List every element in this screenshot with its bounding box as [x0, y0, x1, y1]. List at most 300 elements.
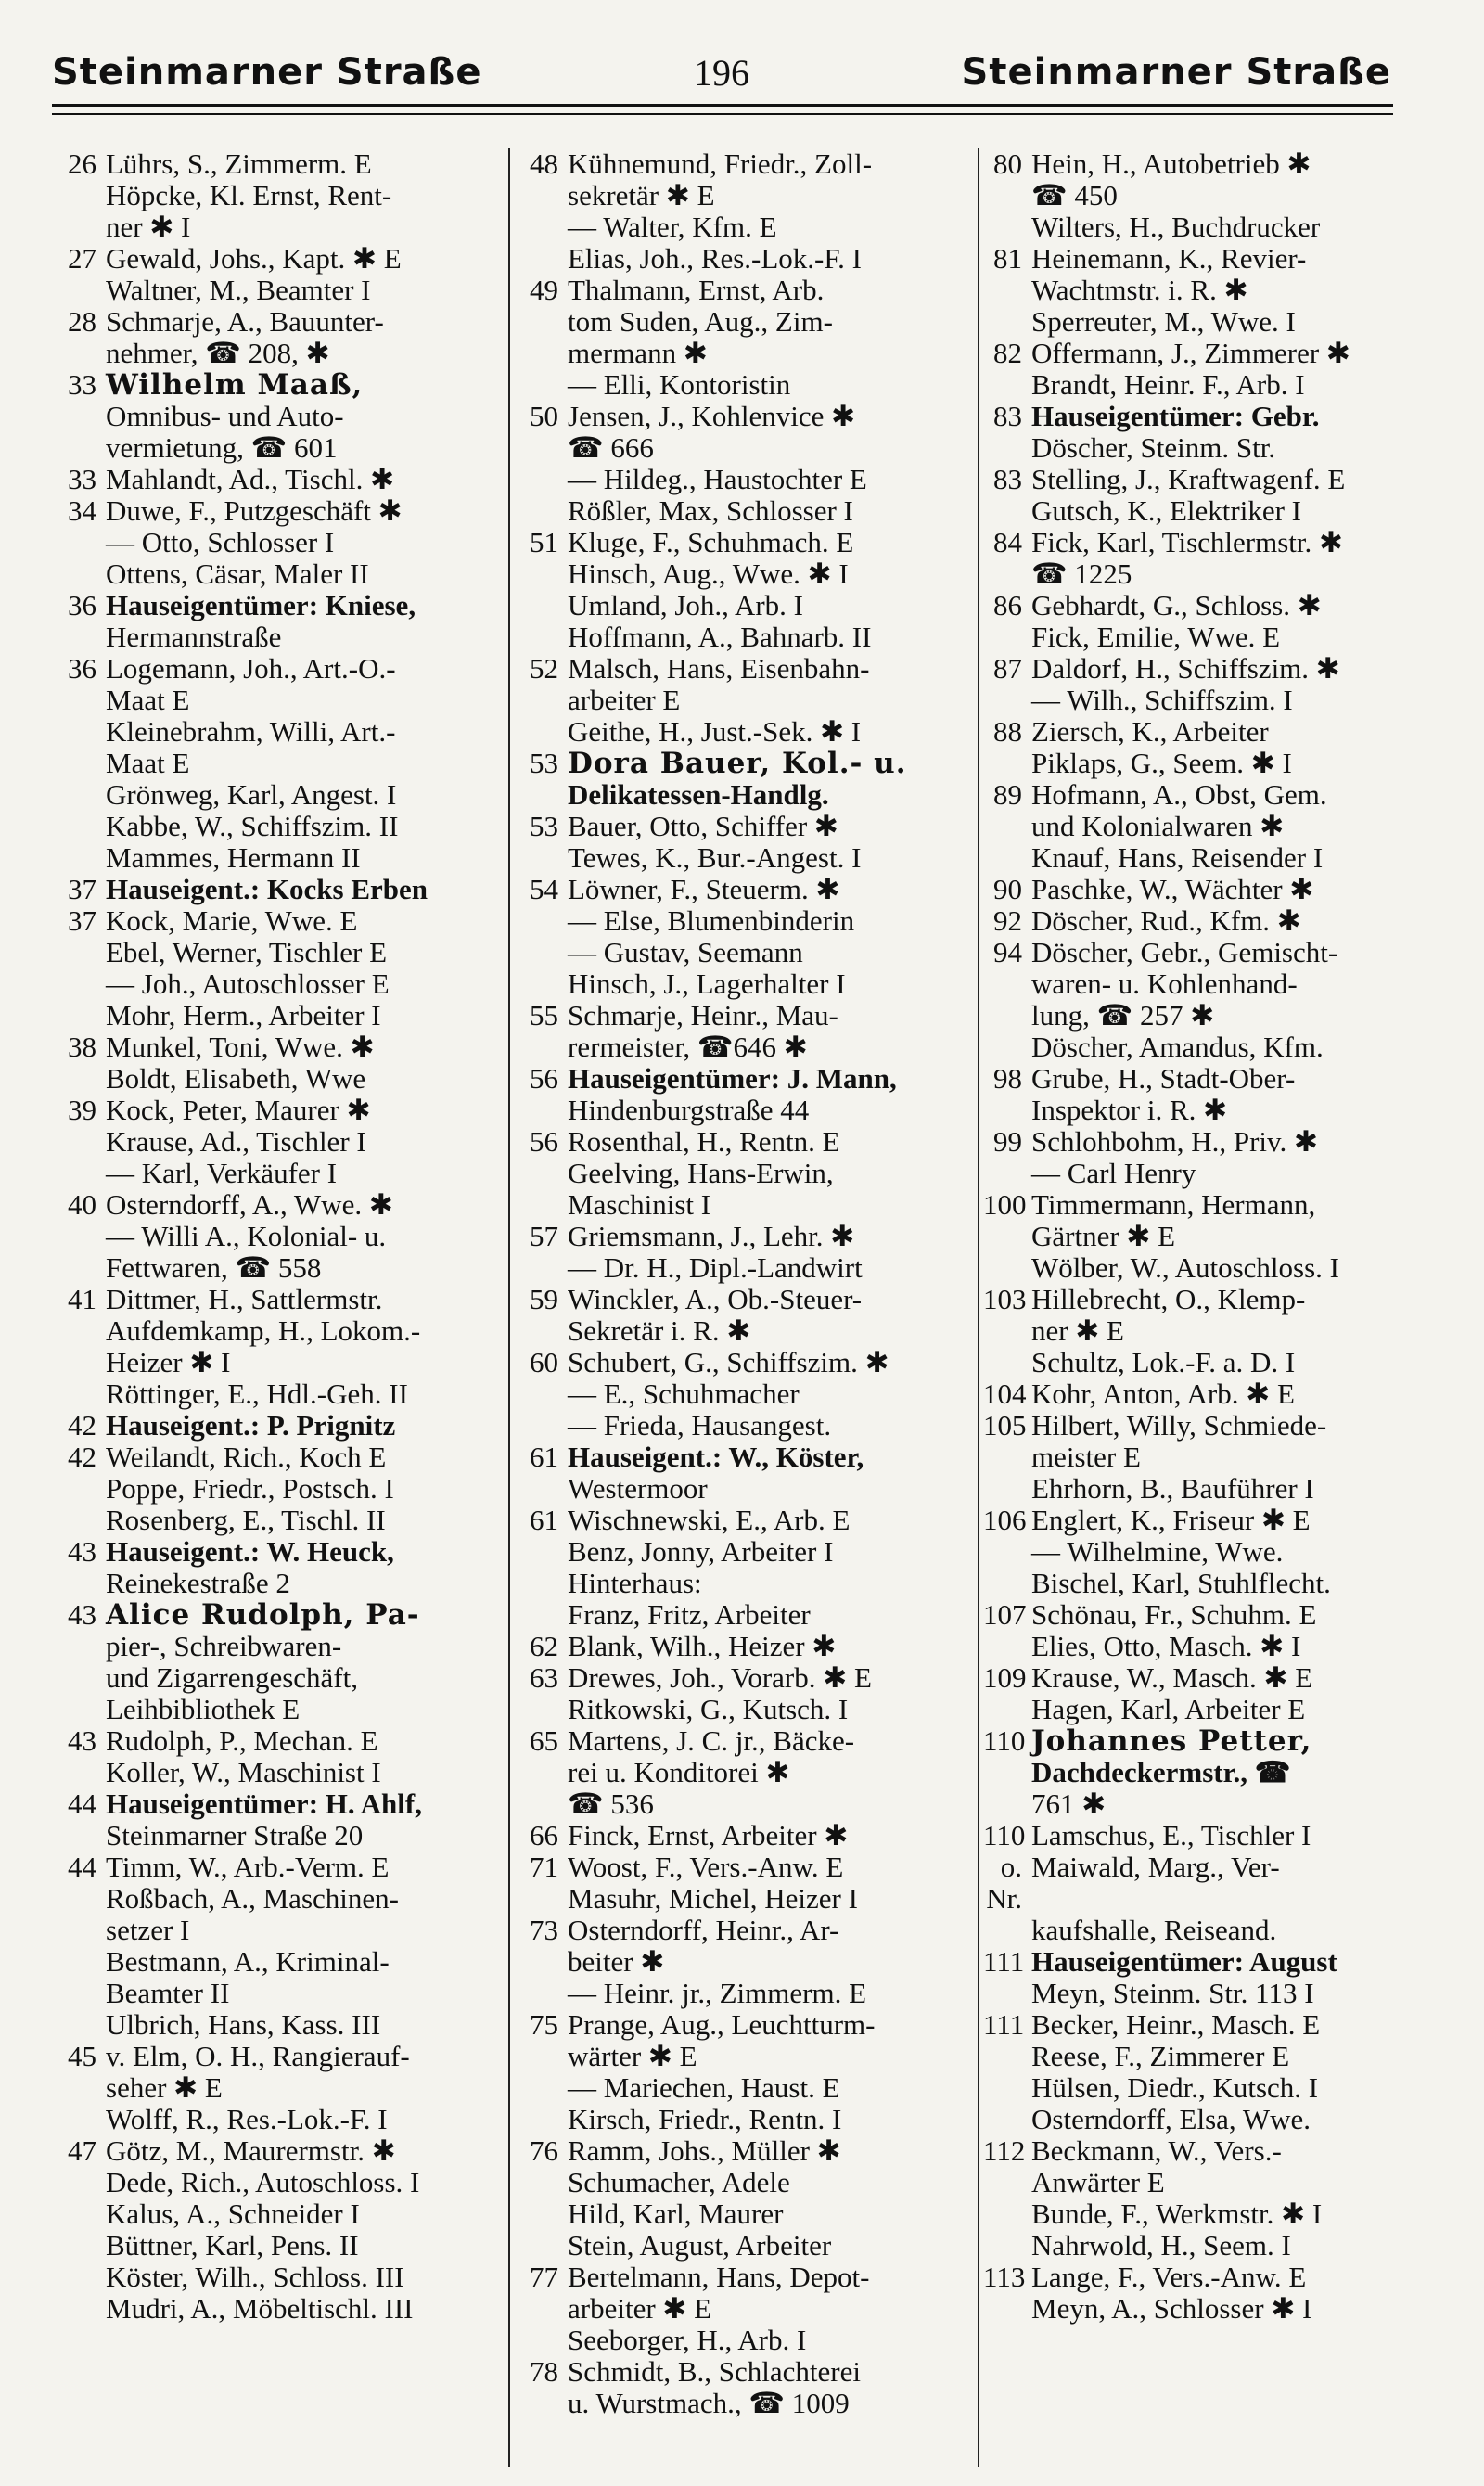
- directory-entry: [519, 2009, 983, 2041]
- entry-text: Schmidt, B., Schlachterei: [568, 2355, 861, 2388]
- entry-text: Kock, Peter, Maurer ✱: [106, 1094, 371, 1126]
- entry-text: ☎ 1225: [1031, 557, 1132, 590]
- house-number: [58, 1158, 106, 1189]
- entry-text: Hinsch, J., Lagerhalter I: [568, 967, 846, 1000]
- directory-entry: [58, 590, 503, 622]
- house-number: [58, 1126, 106, 1158]
- house-number: 50: [530, 400, 558, 432]
- directory-entry: [519, 716, 983, 748]
- entry-text: tom Suden, Aug., Zim-: [568, 305, 833, 338]
- directory-entry: [983, 1599, 1419, 1631]
- house-number: 73: [530, 1914, 558, 1946]
- entry-text: Knauf, Hans, Reisender I: [1031, 841, 1324, 874]
- entry-text: Maschinist I: [568, 1188, 711, 1221]
- entry-text: Boldt, Elisabeth, Wwe: [106, 1062, 366, 1095]
- entry-text: Döscher, Steinm. Str.: [1031, 431, 1276, 464]
- directory-entry: [58, 1000, 503, 1032]
- entry-text: — Dr. H., Dipl.-Landwirt: [568, 1251, 863, 1284]
- house-number: 84: [993, 526, 1022, 558]
- entry-text: Götz, M., Maurermstr. ✱: [106, 2134, 396, 2167]
- entry-text: Finck, Ernst, Arbeiter ✱: [568, 1819, 849, 1852]
- entry-text: Paschke, W., Wächter ✱: [1031, 873, 1314, 905]
- directory-entry: [519, 2072, 983, 2104]
- entry-text: Fettwaren, ☎ 558: [106, 1251, 322, 1284]
- directory-entry: [58, 2198, 503, 2230]
- house-number: 42: [68, 1441, 96, 1473]
- entry-text: — Hildeg., Haustochter E: [568, 463, 867, 495]
- directory-entry: [519, 1473, 983, 1505]
- house-number: 89: [993, 778, 1022, 811]
- house-number: 100: [983, 1188, 1027, 1221]
- entry-text: Schumacher, Adele: [568, 2166, 790, 2198]
- house-number: [983, 2167, 1031, 2198]
- house-number: [983, 369, 1031, 401]
- house-number: [519, 1757, 568, 1788]
- directory-entry: [983, 1788, 1419, 1820]
- house-number: [58, 2230, 106, 2262]
- directory-entry: [983, 842, 1419, 874]
- house-number: [983, 2198, 1031, 2230]
- entry-text: — Karl, Verkäufer I: [106, 1157, 338, 1189]
- entry-text: Gutsch, K., Elektriker I: [1031, 494, 1301, 527]
- house-number: [983, 1978, 1031, 2009]
- entry-text: Elias, Joh., Res.-Lok.-F. I: [568, 242, 862, 275]
- directory-entry: [519, 1095, 983, 1126]
- house-number: [519, 180, 568, 211]
- directory-entry: [58, 558, 503, 590]
- house-number: [519, 1252, 568, 1284]
- house-number: [519, 2104, 568, 2135]
- directory-entry: [983, 211, 1419, 243]
- house-number: 57: [530, 1220, 558, 1252]
- entry-text: arbeiter E: [568, 684, 681, 716]
- directory-entry: [58, 1221, 503, 1252]
- directory-entry: [519, 1568, 983, 1599]
- house-number: 33: [68, 463, 96, 495]
- entry-text: Beckmann, W., Vers.-: [1031, 2134, 1282, 2167]
- house-number: [983, 2072, 1031, 2104]
- directory-entry: [519, 622, 983, 653]
- entry-text: — Willi A., Kolonial- u.: [106, 1220, 387, 1252]
- house-number: [983, 1473, 1031, 1505]
- entry-text: Hild, Karl, Maurer: [568, 2198, 784, 2230]
- entry-text: meister E: [1031, 1441, 1141, 1473]
- directory-entry: [58, 306, 503, 338]
- directory-entry: [519, 1788, 983, 1820]
- entry-text: pier-, Schreibwaren-: [106, 1630, 342, 1662]
- directory-entry: [519, 748, 983, 779]
- entry-text: Hinterhaus:: [568, 1567, 702, 1599]
- house-number: 90: [993, 873, 1022, 905]
- directory-entry: [58, 622, 503, 653]
- directory-entry: [58, 1252, 503, 1284]
- house-number: [519, 338, 568, 369]
- directory-entry: [58, 811, 503, 842]
- entry-text: Malsch, Hans, Eisenbahn-: [568, 652, 870, 685]
- entry-text: Osterndorff, Elsa, Wwe.: [1031, 2103, 1311, 2135]
- house-number: [519, 1032, 568, 1063]
- entry-text: seher ✱ E: [106, 2071, 223, 2104]
- directory-entry: [983, 1221, 1419, 1252]
- entry-text: Elies, Otto, Masch. ✱ I: [1031, 1630, 1301, 1662]
- directory-entry: [983, 1568, 1419, 1599]
- directory-entry: [58, 148, 503, 180]
- entry-text: Hein, H., Autobetrieb ✱: [1031, 147, 1311, 180]
- directory-entry: [58, 779, 503, 811]
- house-number: 78: [530, 2355, 558, 2388]
- house-number: 54: [530, 873, 558, 905]
- house-number: 28: [68, 305, 96, 338]
- house-number: [983, 1915, 1031, 1946]
- entry-text: Mammes, Hermann II: [106, 841, 361, 874]
- house-number: [58, 1757, 106, 1788]
- entry-text: — E., Schuhmacher: [568, 1378, 800, 1410]
- directory-entry: [58, 2262, 503, 2293]
- directory-entry: [58, 1158, 503, 1189]
- entry-text: Sperreuter, M., Wwe. I: [1031, 305, 1296, 338]
- entry-text: Hauseigentümer: H. Ahlf,: [106, 1788, 422, 1820]
- directory-entry: [519, 968, 983, 1000]
- entry-text: Schlohbohm, H., Priv. ✱: [1031, 1125, 1319, 1158]
- house-number: [983, 306, 1031, 338]
- directory-entry: [983, 1158, 1419, 1189]
- house-number: 45: [68, 2040, 96, 2072]
- house-number: [58, 842, 106, 874]
- directory-entry: [983, 1000, 1419, 1032]
- directory-entry: [983, 653, 1419, 685]
- entry-text: Schmarje, A., Bauunter-: [106, 305, 384, 338]
- house-number: [58, 968, 106, 1000]
- entry-text: Prange, Aug., Leuchtturm-: [568, 2008, 876, 2041]
- entry-text: Hilbert, Willy, Schmiede-: [1031, 1409, 1327, 1442]
- directory-entry: [58, 1788, 503, 1820]
- directory-entry: [983, 779, 1419, 811]
- house-number: [58, 1820, 106, 1852]
- house-number: [519, 2072, 568, 2104]
- entry-text: Meyn, Steinm. Str. 113 I: [1031, 1977, 1314, 2009]
- directory-entry: [983, 148, 1419, 180]
- directory-entry: [519, 1126, 983, 1158]
- house-number: [519, 1568, 568, 1599]
- entry-text: Maiwald, Marg., Ver-: [1031, 1851, 1280, 1883]
- entry-text: Hindenburgstraße 44: [568, 1094, 810, 1126]
- entry-text: Kalus, A., Schneider I: [106, 2198, 360, 2230]
- directory-entry: [58, 1315, 503, 1347]
- directory-entry: [983, 432, 1419, 464]
- house-number: 111: [983, 2008, 1025, 2041]
- house-number: [58, 2167, 106, 2198]
- entry-text: Kleinebrahm, Willi, Art.-: [106, 715, 396, 748]
- directory-entry: [983, 180, 1419, 211]
- house-number: [519, 2041, 568, 2072]
- directory-entry: [519, 1946, 983, 1978]
- directory-entry: [58, 653, 503, 685]
- house-number: 82: [993, 337, 1022, 369]
- house-number: 43: [68, 1535, 96, 1568]
- house-number: [983, 1536, 1031, 1568]
- house-number: [519, 842, 568, 874]
- directory-entry: [58, 338, 503, 369]
- directory-entry: [983, 2135, 1419, 2167]
- entry-text: Logemann, Joh., Art.-O.-: [106, 652, 396, 685]
- entry-text: Omnibus- und Auto-: [106, 400, 344, 432]
- house-number: 42: [68, 1409, 96, 1442]
- house-number: [519, 495, 568, 527]
- directory-entry: [519, 1442, 983, 1473]
- directory-entry: [519, 180, 983, 211]
- entry-text: Duwe, F., Putzgeschäft ✱: [106, 494, 403, 527]
- directory-entry: [983, 2167, 1419, 2198]
- entry-text: und Zigarrengeschäft,: [106, 1661, 358, 1694]
- entry-text: Bauer, Otto, Schiffer ✱: [568, 810, 838, 842]
- directory-entry: [983, 1505, 1419, 1536]
- house-number: 53: [530, 810, 558, 842]
- directory-entry: [519, 432, 983, 464]
- directory-entry: [58, 1410, 503, 1442]
- directory-entry: [983, 1347, 1419, 1378]
- house-number: 81: [993, 242, 1022, 275]
- entry-text: — Otto, Schlosser I: [106, 526, 335, 558]
- directory-entry: [58, 1442, 503, 1473]
- entry-text: Kühnemund, Friedr., Zoll-: [568, 147, 873, 180]
- house-number: [58, 2104, 106, 2135]
- entry-text: Reinekestraße 2: [106, 1567, 290, 1599]
- house-number: [519, 1315, 568, 1347]
- directory-entry: [519, 1347, 983, 1378]
- house-number: [519, 1095, 568, 1126]
- directory-entry: [58, 2167, 503, 2198]
- house-number: [983, 2293, 1031, 2325]
- directory-entry: [58, 275, 503, 306]
- entry-text: ☎ 450: [1031, 179, 1118, 211]
- directory-entry: [983, 1095, 1419, 1126]
- directory-entry: [983, 1662, 1419, 1694]
- house-number: [58, 211, 106, 243]
- house-number: [519, 2167, 568, 2198]
- house-number: 110: [983, 1819, 1026, 1852]
- entry-text: Heinemann, K., Revier-: [1031, 242, 1307, 275]
- entry-text: Hauseigent.: Kocks Erben: [106, 873, 429, 905]
- directory-entry: [519, 2293, 983, 2325]
- house-number: 87: [993, 652, 1022, 685]
- directory-entry: [519, 1032, 983, 1063]
- directory-entry: [983, 1032, 1419, 1063]
- directory-entry: [58, 211, 503, 243]
- directory-entry: [58, 716, 503, 748]
- house-number: [519, 432, 568, 464]
- entry-text: Hillebrecht, O., Klemp-: [1031, 1283, 1306, 1315]
- house-number: [983, 1347, 1031, 1378]
- entry-text: — Walter, Kfm. E: [568, 211, 777, 243]
- entry-text: Ulbrich, Hans, Kass. III: [106, 2008, 381, 2041]
- entry-text: Reese, F., Zimmerer E: [1031, 2040, 1290, 2072]
- entry-text: Geithe, H., Just.-Sek. ✱ I: [568, 715, 862, 748]
- entry-text: Hoffmann, A., Bahnarb. II: [568, 621, 872, 653]
- directory-entry: [983, 716, 1419, 748]
- directory-entry: [519, 1883, 983, 1915]
- directory-entry: [519, 905, 983, 937]
- house-number: [58, 2009, 106, 2041]
- house-number: [519, 2230, 568, 2262]
- house-number: [519, 937, 568, 968]
- entry-text: Tewes, K., Bur.-Angest. I: [568, 841, 862, 874]
- house-number: [58, 748, 106, 779]
- house-number: [58, 2198, 106, 2230]
- directory-entry: [58, 685, 503, 716]
- house-number: [519, 1189, 568, 1221]
- entry-text: ☎ 536: [568, 1788, 654, 1820]
- house-number: 47: [68, 2134, 96, 2167]
- house-number: [983, 275, 1031, 306]
- entry-text: — Gustav, Seemann: [568, 936, 803, 968]
- directory-entry: [519, 401, 983, 432]
- house-number: 66: [530, 1819, 558, 1852]
- entry-text: waren- u. Kohlenhand-: [1031, 967, 1298, 1000]
- directory-entry: [519, 1599, 983, 1631]
- entry-text: Ritkowski, G., Kutsch. I: [568, 1693, 849, 1725]
- directory-entry: [983, 685, 1419, 716]
- column-divider-2: [978, 148, 979, 2467]
- directory-entry: [519, 558, 983, 590]
- house-number: [519, 243, 568, 275]
- directory-entry: [519, 2167, 983, 2198]
- house-number: [983, 622, 1031, 653]
- entry-text: Wilhelm Maaß,: [106, 368, 364, 402]
- house-number: 83: [993, 463, 1022, 495]
- directory-entry: [519, 590, 983, 622]
- entry-text: Hinsch, Aug., Wwe. ✱ I: [568, 557, 849, 590]
- house-number: 61: [530, 1504, 558, 1536]
- house-number: [58, 338, 106, 369]
- house-number: 80: [993, 147, 1022, 180]
- directory-entry: [519, 874, 983, 905]
- directory-entry: [519, 842, 983, 874]
- directory-entry: [519, 2230, 983, 2262]
- house-number: [983, 1221, 1031, 1252]
- house-number: [58, 275, 106, 306]
- house-number: 27: [68, 242, 96, 275]
- entry-text: Timm, W., Arb.-Verm. E: [106, 1851, 390, 1883]
- entry-text: Benz, Jonny, Arbeiter I: [568, 1535, 834, 1568]
- house-number: 103: [983, 1283, 1027, 1315]
- entry-text: arbeiter ✱ E: [568, 2292, 712, 2325]
- entry-text: Hauseigentümer: J. Mann,: [568, 1062, 897, 1095]
- house-number: [519, 2198, 568, 2230]
- house-number: 34: [68, 494, 96, 527]
- house-number: [983, 2230, 1031, 2262]
- house-number: [983, 1032, 1031, 1063]
- directory-entry: [58, 1915, 503, 1946]
- entry-text: Rößler, Max, Schlosser I: [568, 494, 853, 527]
- entry-text: Grube, H., Stadt-Ober-: [1031, 1062, 1296, 1095]
- house-number: 26: [68, 147, 96, 180]
- directory-entry: [519, 1536, 983, 1568]
- house-number: [58, 685, 106, 716]
- directory-entry: [983, 1978, 1419, 2009]
- house-number: [519, 306, 568, 338]
- header-rule-bottom: [52, 113, 1393, 115]
- directory-entry: [519, 1315, 983, 1347]
- house-number: [519, 1788, 568, 1820]
- house-number: [58, 2072, 106, 2104]
- entry-text: Kohr, Anton, Arb. ✱ E: [1031, 1378, 1295, 1410]
- house-number: [519, 2325, 568, 2356]
- directory-entry: [58, 432, 503, 464]
- entry-text: Beamter II: [106, 1977, 230, 2009]
- directory-entry: [983, 1694, 1419, 1725]
- directory-entry: [519, 306, 983, 338]
- directory-entry: [519, 527, 983, 558]
- house-number: [519, 1694, 568, 1725]
- header-right-title: Steinmarner Straße: [961, 51, 1391, 94]
- entry-text: Sekretär i. R. ✱: [568, 1314, 751, 1347]
- directory-entry: [58, 2230, 503, 2262]
- house-number: [519, 1599, 568, 1631]
- entry-text: rermeister, ☎646 ✱: [568, 1031, 808, 1063]
- directory-entry: [519, 2041, 983, 2072]
- entry-text: — Wilhelmine, Wwe.: [1031, 1535, 1284, 1568]
- house-number: [983, 495, 1031, 527]
- entry-text: Osterndorff, Heinr., Ar-: [568, 1914, 839, 1946]
- directory-entry: [983, 1757, 1419, 1788]
- house-number: 39: [68, 1094, 96, 1126]
- house-number: 55: [530, 999, 558, 1032]
- directory-entry: [58, 1189, 503, 1221]
- entry-text: Drewes, Joh., Vorarb. ✱ E: [568, 1661, 872, 1694]
- entry-text: Englert, K., Friseur ✱ E: [1031, 1504, 1311, 1536]
- directory-entry: [58, 1347, 503, 1378]
- house-number: [983, 2041, 1031, 2072]
- entry-text: Poppe, Friedr., Postsch. I: [106, 1472, 394, 1505]
- entry-text: Leihbibliothek E: [106, 1693, 301, 1725]
- house-number: 59: [530, 1283, 558, 1315]
- entry-text: Steinmarner Straße 20: [106, 1819, 364, 1852]
- entry-text: Bestmann, A., Kriminal-: [106, 1945, 390, 1978]
- entry-text: mermann ✱: [568, 337, 708, 369]
- directory-entry: [983, 1284, 1419, 1315]
- house-number: [983, 968, 1031, 1000]
- directory-entry: [983, 1410, 1419, 1442]
- entry-text: Wilters, H., Buchdrucker: [1031, 211, 1321, 243]
- directory-entry: [58, 2041, 503, 2072]
- directory-entry: [58, 2135, 503, 2167]
- house-number: [519, 1410, 568, 1442]
- directory-entry: [519, 464, 983, 495]
- entry-text: Schmarje, Heinr., Mau-: [568, 999, 838, 1032]
- directory-entry: [983, 243, 1419, 275]
- directory-entry: [519, 1852, 983, 1883]
- directory-entry: [58, 2009, 503, 2041]
- entry-text: Bunde, F., Werkmstr. ✱ I: [1031, 2198, 1323, 2230]
- entry-text: Döscher, Rud., Kfm. ✱: [1031, 904, 1301, 937]
- directory-entry: [519, 2262, 983, 2293]
- house-number: [519, 1158, 568, 1189]
- house-number: [983, 558, 1031, 590]
- directory-entry: [58, 2072, 503, 2104]
- entry-text: ner ✱ I: [106, 211, 191, 243]
- directory-entry: [983, 1378, 1419, 1410]
- house-number: [519, 590, 568, 622]
- house-number: [519, 685, 568, 716]
- house-number: 49: [530, 274, 558, 306]
- directory-entry: [519, 1915, 983, 1946]
- house-number: [58, 1473, 106, 1505]
- house-number: [519, 905, 568, 937]
- entry-text: — Heinr. jr., Zimmerm. E: [568, 1977, 867, 2009]
- entry-text: Mohr, Herm., Arbeiter I: [106, 999, 381, 1032]
- directory-entry: [519, 495, 983, 527]
- entry-text: Kock, Marie, Wwe. E: [106, 904, 358, 937]
